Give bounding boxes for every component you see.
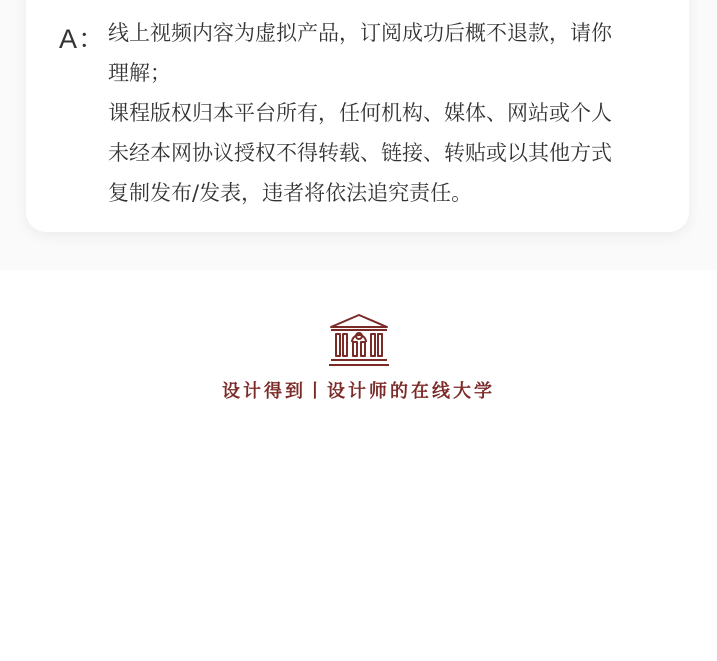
footer-slogan: 设计得到丨设计师的在线大学: [222, 381, 495, 402]
answer-line: 线上视频内容为虚拟产品，订阅成功后概不退款，请你: [108, 21, 612, 45]
answer-body: [108, 13, 668, 213]
footer-brand: [0, 312, 717, 403]
building-columns-icon: [328, 312, 390, 368]
answer-line: 复制发布/发表，违者将依法追究责任。: [108, 181, 473, 205]
answer-line: 课程版权归本平台所有，任何机构、媒体、网站或个人: [108, 101, 612, 125]
answer-line: 未经本网协议授权不得转载、链接、转贴或以其他方式: [108, 141, 612, 165]
answer-line: 理解；: [108, 61, 171, 85]
answer-prefix: A：: [59, 24, 107, 54]
